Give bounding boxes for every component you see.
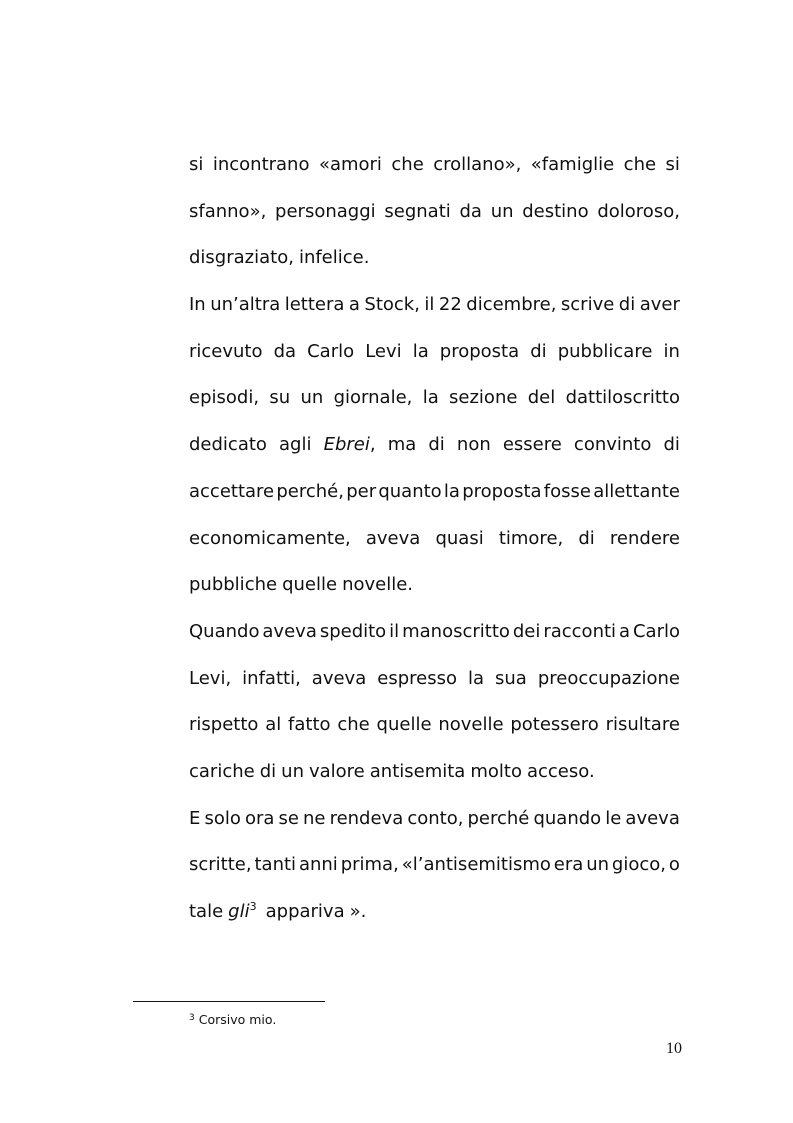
word: Carlo: [307, 340, 355, 362]
word: essere: [502, 434, 562, 456]
word: perché: [467, 807, 530, 829]
word: appariva: [265, 901, 345, 922]
word: incontrano: [212, 154, 310, 175]
word: le: [605, 807, 622, 829]
word: da: [459, 200, 482, 222]
word: sfanno»,: [189, 200, 267, 222]
word: dedicato: [189, 434, 267, 456]
word: da: [273, 340, 297, 362]
word: il: [389, 620, 400, 642]
word: ».: [349, 901, 367, 922]
word: manoscritto: [402, 620, 510, 642]
word: ne: [303, 807, 326, 829]
word: di: [259, 760, 277, 782]
text-line: [189, 702, 680, 749]
word: che: [337, 714, 370, 736]
word: infelice.: [298, 247, 370, 269]
word: sua: [495, 667, 527, 689]
word: Carlo: [632, 620, 680, 642]
word: anni: [298, 854, 338, 876]
text-line: [189, 329, 680, 376]
word: ma: [387, 434, 417, 456]
word: quando: [533, 807, 602, 829]
word: dei: [512, 620, 541, 642]
word: la: [412, 340, 429, 362]
word: quelle: [282, 574, 338, 596]
word: lettera: [284, 294, 345, 316]
text-line: [189, 142, 680, 189]
word: o: [668, 854, 680, 876]
word-group: [324, 422, 376, 469]
word: ora: [244, 807, 275, 829]
word: tanti: [254, 854, 297, 876]
footnote-marker: 3: [189, 1013, 195, 1023]
word: risultare: [605, 714, 680, 736]
word: molto: [470, 760, 522, 782]
word: potessero: [510, 714, 599, 736]
word: a: [348, 294, 360, 316]
word: Stock,: [364, 294, 420, 316]
word: gioco,: [611, 854, 666, 876]
word: la: [422, 387, 439, 409]
footnote: [189, 1012, 276, 1027]
word: convinto: [573, 434, 652, 456]
text-line: [189, 656, 680, 703]
word: aveva: [311, 667, 367, 689]
word: sezione: [449, 387, 518, 409]
body-text: [189, 142, 680, 936]
word: scrive: [560, 294, 615, 316]
word: segnati: [384, 200, 451, 222]
word: antisemita: [369, 760, 466, 782]
word: aver: [639, 294, 680, 316]
word: prima,: [340, 854, 399, 876]
word: era: [553, 854, 584, 876]
word: aveva: [365, 527, 421, 549]
word: cariche: [189, 760, 255, 782]
word: crollano»,: [433, 154, 522, 175]
word: economicamente,: [189, 527, 351, 549]
word: non: [456, 434, 491, 456]
word: conto,: [407, 807, 464, 829]
word: quanto: [378, 480, 442, 502]
word: aveva: [262, 620, 317, 642]
word: acceso.: [526, 760, 595, 782]
word: pubblicare: [557, 340, 653, 362]
word: quelle: [376, 714, 432, 736]
word: del: [527, 387, 556, 409]
word: destino: [522, 200, 589, 222]
word: E: [189, 807, 201, 829]
text-line: [189, 189, 680, 236]
word: rendere: [609, 527, 680, 549]
word: dattiloscritto: [565, 387, 680, 409]
word: di: [618, 294, 636, 316]
word: rispetto: [189, 714, 259, 736]
word: su: [269, 387, 291, 409]
text-line: [189, 796, 680, 843]
word: agli: [279, 434, 312, 456]
word: si: [189, 154, 204, 175]
word: se: [278, 807, 299, 829]
word: «amori: [318, 154, 382, 175]
word: disgraziato,: [189, 247, 294, 269]
word: un’altra: [210, 294, 281, 316]
page-number: 10: [666, 1040, 682, 1057]
text-line: [189, 562, 680, 609]
word: allettante: [593, 480, 680, 502]
text-line: [189, 889, 680, 936]
word: un: [490, 200, 514, 222]
word: spedito: [319, 620, 387, 642]
word: «famiglie: [530, 154, 615, 175]
text-line: [189, 282, 680, 329]
word: un: [281, 760, 304, 782]
italic-word: gli: [228, 901, 250, 922]
word: un: [300, 387, 324, 409]
text-line: [189, 235, 680, 282]
word: dicembre,: [466, 294, 557, 316]
word: racconti: [543, 620, 617, 642]
word: valore: [308, 760, 365, 782]
word: Levi: [365, 340, 402, 362]
word: per: [346, 480, 377, 502]
word: che: [391, 154, 424, 175]
word: preoccupazione: [537, 667, 680, 689]
footnote-reference: 3: [249, 900, 257, 913]
word: infatti,: [242, 667, 301, 689]
word: la: [443, 480, 460, 502]
word: «l’antisemitismo: [401, 854, 551, 876]
word: solo: [204, 807, 241, 829]
italic-title: Ebrei: [323, 434, 370, 456]
word: episodi,: [189, 387, 260, 409]
word: tale: [189, 901, 224, 922]
word: ricevuto: [189, 340, 263, 362]
word: un: [586, 854, 610, 876]
word: perché,: [276, 480, 344, 502]
word: Quando: [189, 620, 260, 642]
word: aveva: [625, 807, 680, 829]
text-line: [189, 469, 680, 516]
word: il: [424, 294, 435, 316]
footnote-separator: [133, 1001, 325, 1002]
word: in: [663, 340, 680, 362]
word-group: [228, 889, 260, 936]
word: che: [623, 154, 657, 175]
footnote-text: Corsivo mio.: [198, 1012, 277, 1027]
word: doloroso,: [597, 200, 680, 222]
word: di: [530, 340, 547, 362]
word: fatto: [288, 714, 331, 736]
word: accettare: [189, 480, 275, 502]
word: fosse: [543, 480, 591, 502]
word: a: [618, 620, 631, 642]
word: giornale,: [333, 387, 413, 409]
text-line: [189, 375, 680, 422]
word: personaggi: [275, 200, 376, 222]
word: al: [265, 714, 282, 736]
text-line: [189, 516, 680, 563]
word: di: [428, 434, 445, 456]
text-line: [189, 749, 680, 796]
text-line: [189, 842, 680, 889]
word: espresso: [377, 667, 457, 689]
word: si: [665, 154, 680, 175]
word: Levi,: [189, 667, 232, 689]
word: timore,: [498, 527, 564, 549]
word: quasi: [435, 527, 484, 549]
text-line: [189, 422, 680, 469]
word: proposta: [439, 340, 520, 362]
text-line: [189, 609, 680, 656]
word: pubbliche: [189, 574, 278, 596]
word: scritte,: [189, 854, 252, 876]
word: la: [467, 667, 485, 689]
word: novelle.: [342, 574, 414, 596]
word: di: [663, 434, 680, 456]
word: di: [578, 527, 595, 549]
word: ,: [369, 434, 376, 456]
word: proposta: [462, 480, 542, 502]
word: novelle: [438, 714, 504, 736]
word: rendeva: [329, 807, 404, 829]
word: In: [189, 294, 206, 316]
word: 22: [438, 294, 462, 316]
